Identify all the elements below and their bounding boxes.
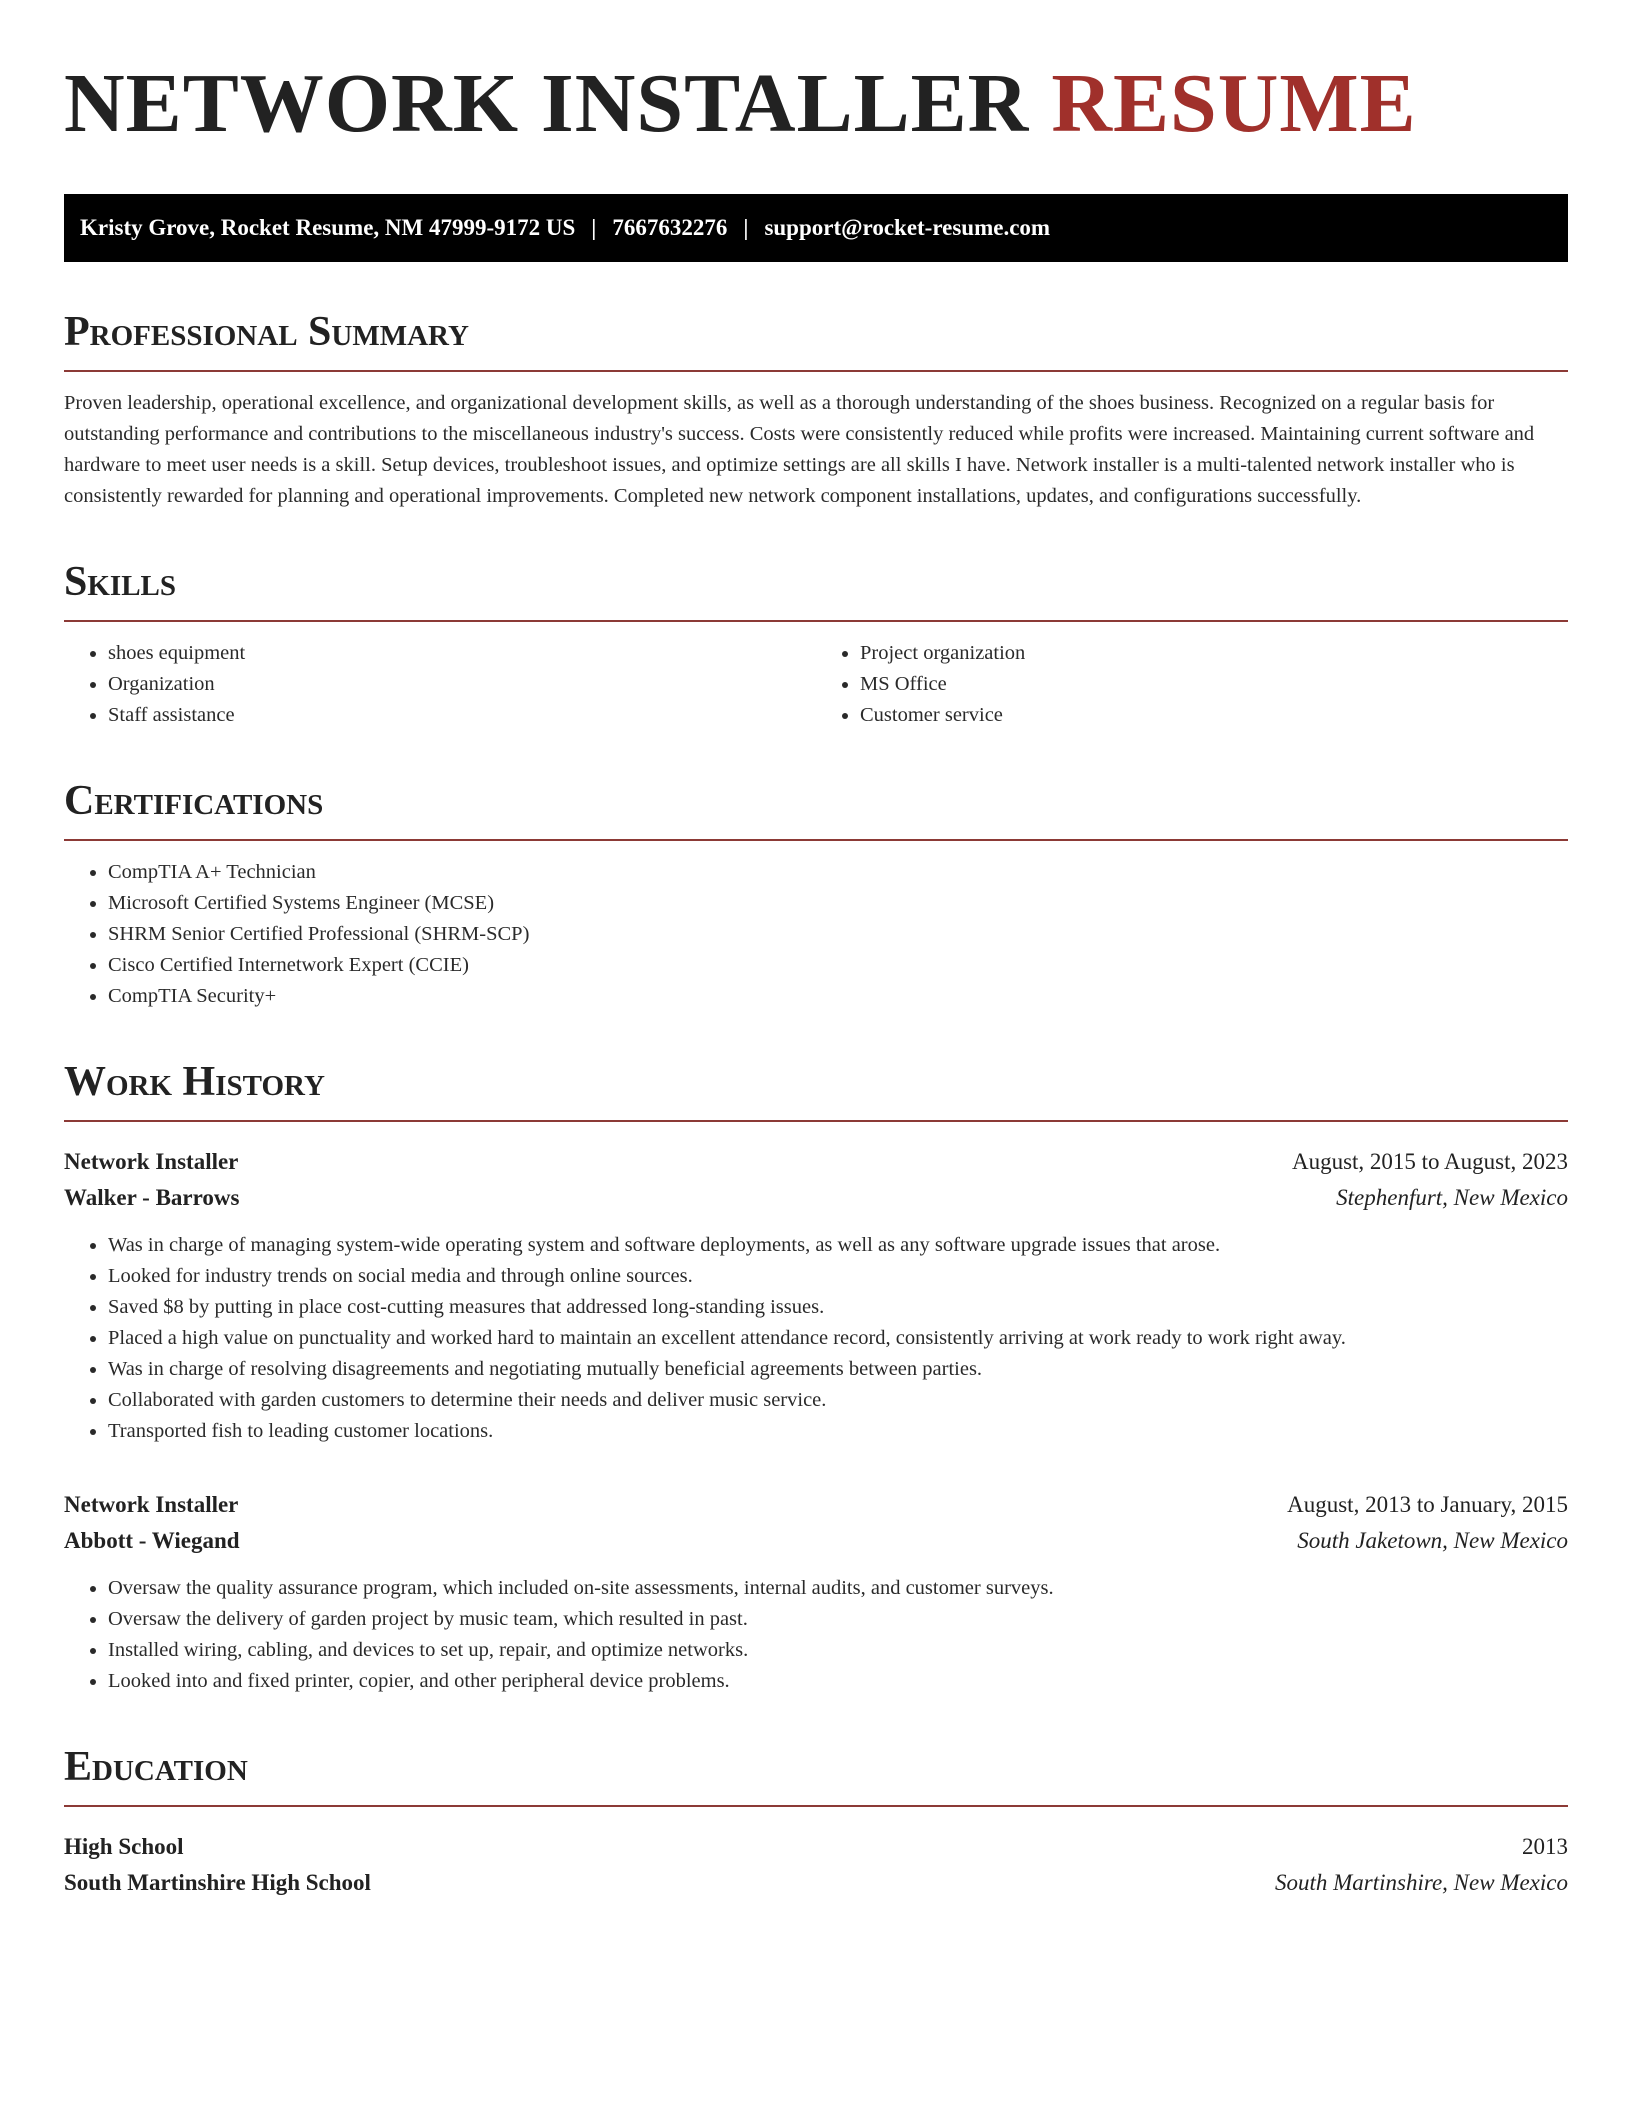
education-entry xyxy=(64,1829,1568,1901)
certifications-section xyxy=(64,775,1568,1012)
job-entry xyxy=(64,1144,1568,1447)
contact-phone: 7667632276 xyxy=(612,215,728,240)
job-company: Abbott - Wiegand xyxy=(64,1528,240,1553)
job-bullet: • Looked for industry trends on social media and through online sources. xyxy=(108,1261,1568,1292)
skill-item: • Customer service xyxy=(860,700,1568,731)
summary-section xyxy=(64,306,1568,512)
job-dates: August, 2015 to August, 2023 xyxy=(1291,1149,1568,1174)
job-bullet: • Transported fish to leading customer locations. xyxy=(108,1416,1568,1447)
job-bullet: • Was in charge of resolving disagreements and negotiating mutually beneficial agreements between parties. xyxy=(108,1354,1568,1385)
contact-separator: | xyxy=(743,215,749,240)
contact-bar xyxy=(64,194,1568,262)
job-bullet: • Installed wiring, cabling, and devices to set up, repair, and optimize networks. xyxy=(108,1635,1568,1666)
certification-item: • Microsoft Certified Systems Engineer (MCSE) xyxy=(108,888,1568,919)
job-bullet: • Placed a high value on punctuality and worked hard to maintain an excellent attendance record, consistently arriving at work ready to work right away. xyxy=(108,1323,1568,1354)
skill-item: • MS Office xyxy=(860,669,1568,700)
education-location: South Martinshire, New Mexico xyxy=(1275,1870,1568,1895)
education-section xyxy=(64,1741,1568,1901)
certification-item: • CompTIA Security+ xyxy=(108,981,1568,1012)
certification-item: • Cisco Certified Internetwork Expert (CCIE) xyxy=(108,950,1568,981)
job-bullet: • Oversaw the delivery of garden project by music team, which resulted in past. xyxy=(108,1604,1568,1635)
job-location: South Jaketown, New Mexico xyxy=(1297,1528,1568,1553)
job-dates: August, 2013 to January, 2015 xyxy=(1287,1492,1568,1517)
summary-text: Proven leadership, operational excellence, and organizational development skills, as well as a thorough understanding of the shoes business. Recognized on a regular basis for outstanding performance and contributions to the miscellaneous industry's success. Costs were consistently reduced while profits were increased. Maintaining current software and hardware to meet user needs is a skill. Setup devices, troubleshoot issues, and optimize settings are all skills I have. Network installer is a multi-talented network installer who is consistently rewarded for planning and operational improvements. Completed new network component installations, updates, and configurations successfully. xyxy=(64,392,1535,507)
skills-section xyxy=(64,556,1568,731)
job-company-row xyxy=(64,1523,1568,1559)
skill-item: • Staff assistance xyxy=(108,700,816,731)
work-history-heading: Work History xyxy=(64,1056,1568,1122)
job-bullet: • Saved $8 by putting in place cost-cutting measures that addressed long-standing issues. xyxy=(108,1292,1568,1323)
job-entry xyxy=(64,1487,1568,1697)
education-degree-row xyxy=(64,1829,1568,1865)
education-school-row xyxy=(64,1865,1568,1901)
job-bullet: • Oversaw the quality assurance program, which included on-site assessments, internal audits, and customer surveys. xyxy=(108,1573,1568,1604)
job-company-row xyxy=(64,1180,1568,1216)
job-title: Network Installer xyxy=(64,1492,239,1517)
education-school: South Martinshire High School xyxy=(64,1870,371,1895)
skill-item: • Organization xyxy=(108,669,816,700)
skills-list-left xyxy=(64,638,816,731)
education-year: 2013 xyxy=(1522,1834,1568,1859)
job-title-row xyxy=(64,1487,1568,1523)
summary-heading: Professional Summary xyxy=(64,306,1568,372)
contact-separator: | xyxy=(591,215,597,240)
contact-email: support@rocket-resume.com xyxy=(764,215,1051,240)
work-history-section xyxy=(64,1056,1568,1697)
job-bullet: • Collaborated with garden customers to determine their needs and deliver music service. xyxy=(108,1385,1568,1416)
education-degree: High School xyxy=(64,1834,184,1859)
job-bullets xyxy=(64,1573,1568,1697)
contact-address: Kristy Grove, Rocket Resume, NM 47999-9172 US xyxy=(80,215,576,240)
skills-list-right xyxy=(816,638,1568,731)
job-company: Walker - Barrows xyxy=(64,1185,240,1210)
certification-item: • CompTIA A+ Technician xyxy=(108,857,1568,888)
title-accent: RESUME xyxy=(1051,57,1417,150)
certification-item: • SHRM Senior Certified Professional (SHRM-SCP) xyxy=(108,919,1568,950)
certifications-heading: Certifications xyxy=(64,775,1568,841)
title-main: NETWORK INSTALLER xyxy=(64,57,1030,150)
skill-item: • shoes equipment xyxy=(108,638,816,669)
education-heading: Education xyxy=(64,1741,1568,1807)
skills-heading: Skills xyxy=(64,556,1568,622)
job-bullets xyxy=(64,1230,1568,1447)
certifications-list xyxy=(64,857,1568,1012)
resume-title xyxy=(64,54,1568,154)
job-location: Stephenfurt, New Mexico xyxy=(1336,1185,1568,1210)
job-bullet: • Looked into and fixed printer, copier, and other peripheral device problems. xyxy=(108,1666,1568,1697)
job-title: Network Installer xyxy=(64,1149,239,1174)
job-bullet: • Was in charge of managing system-wide operating system and software deployments, as well as any software upgrade issues that arose. xyxy=(108,1230,1568,1261)
job-title-row xyxy=(64,1144,1568,1180)
skill-item: • Project organization xyxy=(860,638,1568,669)
skills-grid xyxy=(64,638,1568,731)
